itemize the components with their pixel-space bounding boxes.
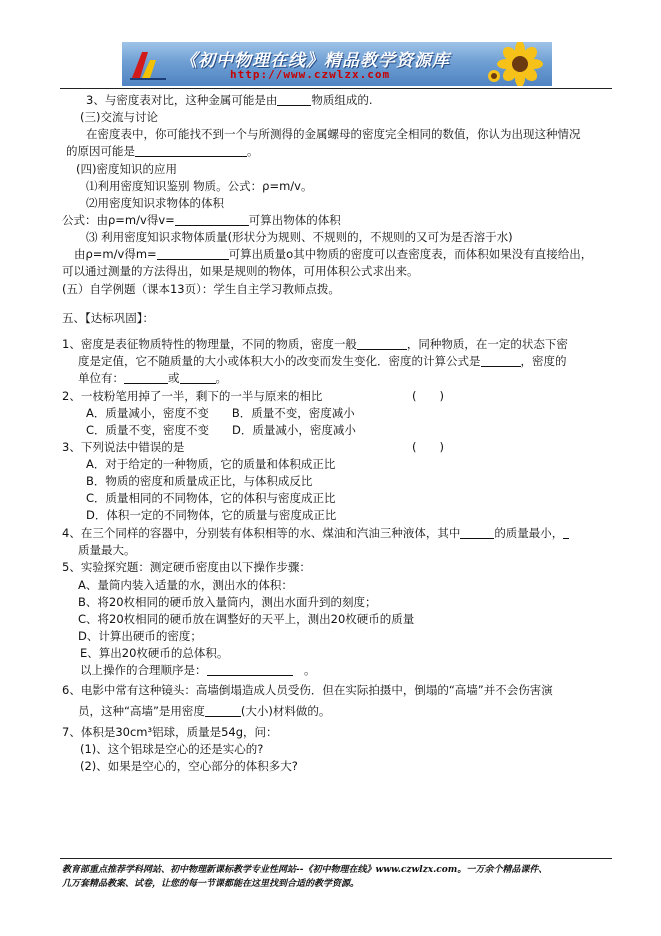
logo-icon <box>128 46 168 82</box>
question-6: 6、电影中常有这种镜头：高墙倒塌造成人员受伤．但在实际拍摄中，倒塌的“高墙”并不会伤害演 <box>62 683 553 697</box>
step-line: 以上操作的合理顺序是： 。 <box>80 663 316 677</box>
text-line: 可以通过测量的方法得出，如果是规则的物体，可用体积公式求出来。 <box>62 264 419 278</box>
text-line: 3、与密度表对比，这种金属可能是由 物质组成的. <box>86 93 373 107</box>
text-line: ⑴利用密度知识鉴别 物质。公式：ρ=m/v。 <box>86 179 313 193</box>
option-line: C．质量相同的不同物体，它的体积与密度成正比 <box>86 491 336 505</box>
footer-line: 教育部重点推荐学科网站、初中物理新课标教学专业性网站--《初中物理在线》www.czwlzx.com。一万余个精品课件、 <box>62 865 548 875</box>
step-line: A、量筒内装入适量的水，测出水的体积： <box>78 578 293 592</box>
question-6-line2: 员，这种“高墙”是用密度 (大小)材料做的。 <box>78 704 331 718</box>
question-1: 1、密度是表征物质特性的物理量，不同的物质，密度一般 ，同种物质，在一定的状态下密 <box>62 337 568 351</box>
text-line: 由ρ=m/v得m= 可算出质量o其中物质的密度可以查密度表，而体积如果没有直接给出， <box>74 247 593 261</box>
sub-question: (1)、这个铝球是空心的还是实心的? <box>80 742 264 756</box>
option-line: A．质量减小，密度不变 B．质量不变，密度减小 <box>86 406 355 420</box>
step-line: B、将20枚相同的硬币放入量筒内，测出水面升到的刻度； <box>78 595 377 609</box>
header-banner <box>122 42 552 86</box>
section-heading: 五、【达标巩固】： <box>62 311 154 325</box>
header-title: 《初中物理在线》精品教学资源库 <box>180 51 450 71</box>
text-line: 的原因可能是 。 <box>66 144 259 158</box>
option-line: A．对于给定的一种物质，它的质量和体积成正比 <box>86 457 336 471</box>
step-line: C、将20枚相同的硬币放在调整好的天平上，测出20枚硬币的质量 <box>78 612 415 626</box>
section-heading: (三)交流与讨论 <box>80 110 158 124</box>
text-line: 公式：由ρ=m/v得v= 可算出物体的体积 <box>62 213 341 227</box>
step-line: E、算出20枚硬币的总体积。 <box>80 646 229 660</box>
option-line: B．物质的密度和质量成正比，与体积成反比 <box>86 474 313 488</box>
question-4-line2: 质量最大。 <box>78 543 136 557</box>
header-url[interactable]: http://www.czwlzx.com <box>230 68 391 81</box>
option-line: C．质量不变，密度不变 D．质量减小，密度减小 <box>86 423 356 437</box>
question-1-line3: 单位有： 或 。 <box>78 371 227 385</box>
section-heading: (四)密度知识的应用 <box>76 162 177 176</box>
text-line: (五）自学例题（课本13页）：学生自主学习教师点拨。 <box>62 282 340 296</box>
answer-brackets: ( ) <box>412 440 444 454</box>
step-line: D、计算出硬币的密度； <box>78 629 202 643</box>
question-2: 2、一枝粉笔用掉了一半，剩下的一半与原来的相比 <box>62 389 323 403</box>
sunflower-icon <box>486 42 550 86</box>
question-5: 5、实验探究题：测定硬币密度由以下操作步骤： <box>62 560 311 574</box>
text-line: 在密度表中，你可能找不到一个与所测得的金属螺母的密度完全相同的数值，你认为出现这种情况 <box>86 127 581 141</box>
header-divider <box>60 88 612 89</box>
question-3: 3、下列说法中错误的是 <box>62 440 185 454</box>
text-line: ⑵用密度知识求物体的体积 <box>86 196 224 210</box>
footer-line: 几万套精品教案、试卷，让您的每一节课都能在这里找到合适的教学资源。 <box>62 879 360 889</box>
sub-question: (2)、如果是空心的，空心部分的体积多大? <box>80 759 298 773</box>
question-4: 4、在三个同样的容器中，分别装有体积相等的水、煤油和汽油三种液体，其中 的质量最小， <box>62 525 569 541</box>
footer-divider <box>60 858 612 859</box>
question-7: 7、体积是30cm³铝球，质量是54g，问： <box>62 725 278 739</box>
question-1-line2: 度是定值，它不随质量的大小或体积大小的改变而发生变化．密度的计算公式是 ，密度的 <box>78 354 567 368</box>
answer-brackets: ( ) <box>412 389 444 403</box>
option-line: D．体积一定的不同物体，它的质量与密度成正比 <box>86 508 337 522</box>
text-line: ⑶ 利用密度知识求物体质量(形状分为规则、不规则的，不规则的又可为是否溶于水) <box>86 230 513 244</box>
